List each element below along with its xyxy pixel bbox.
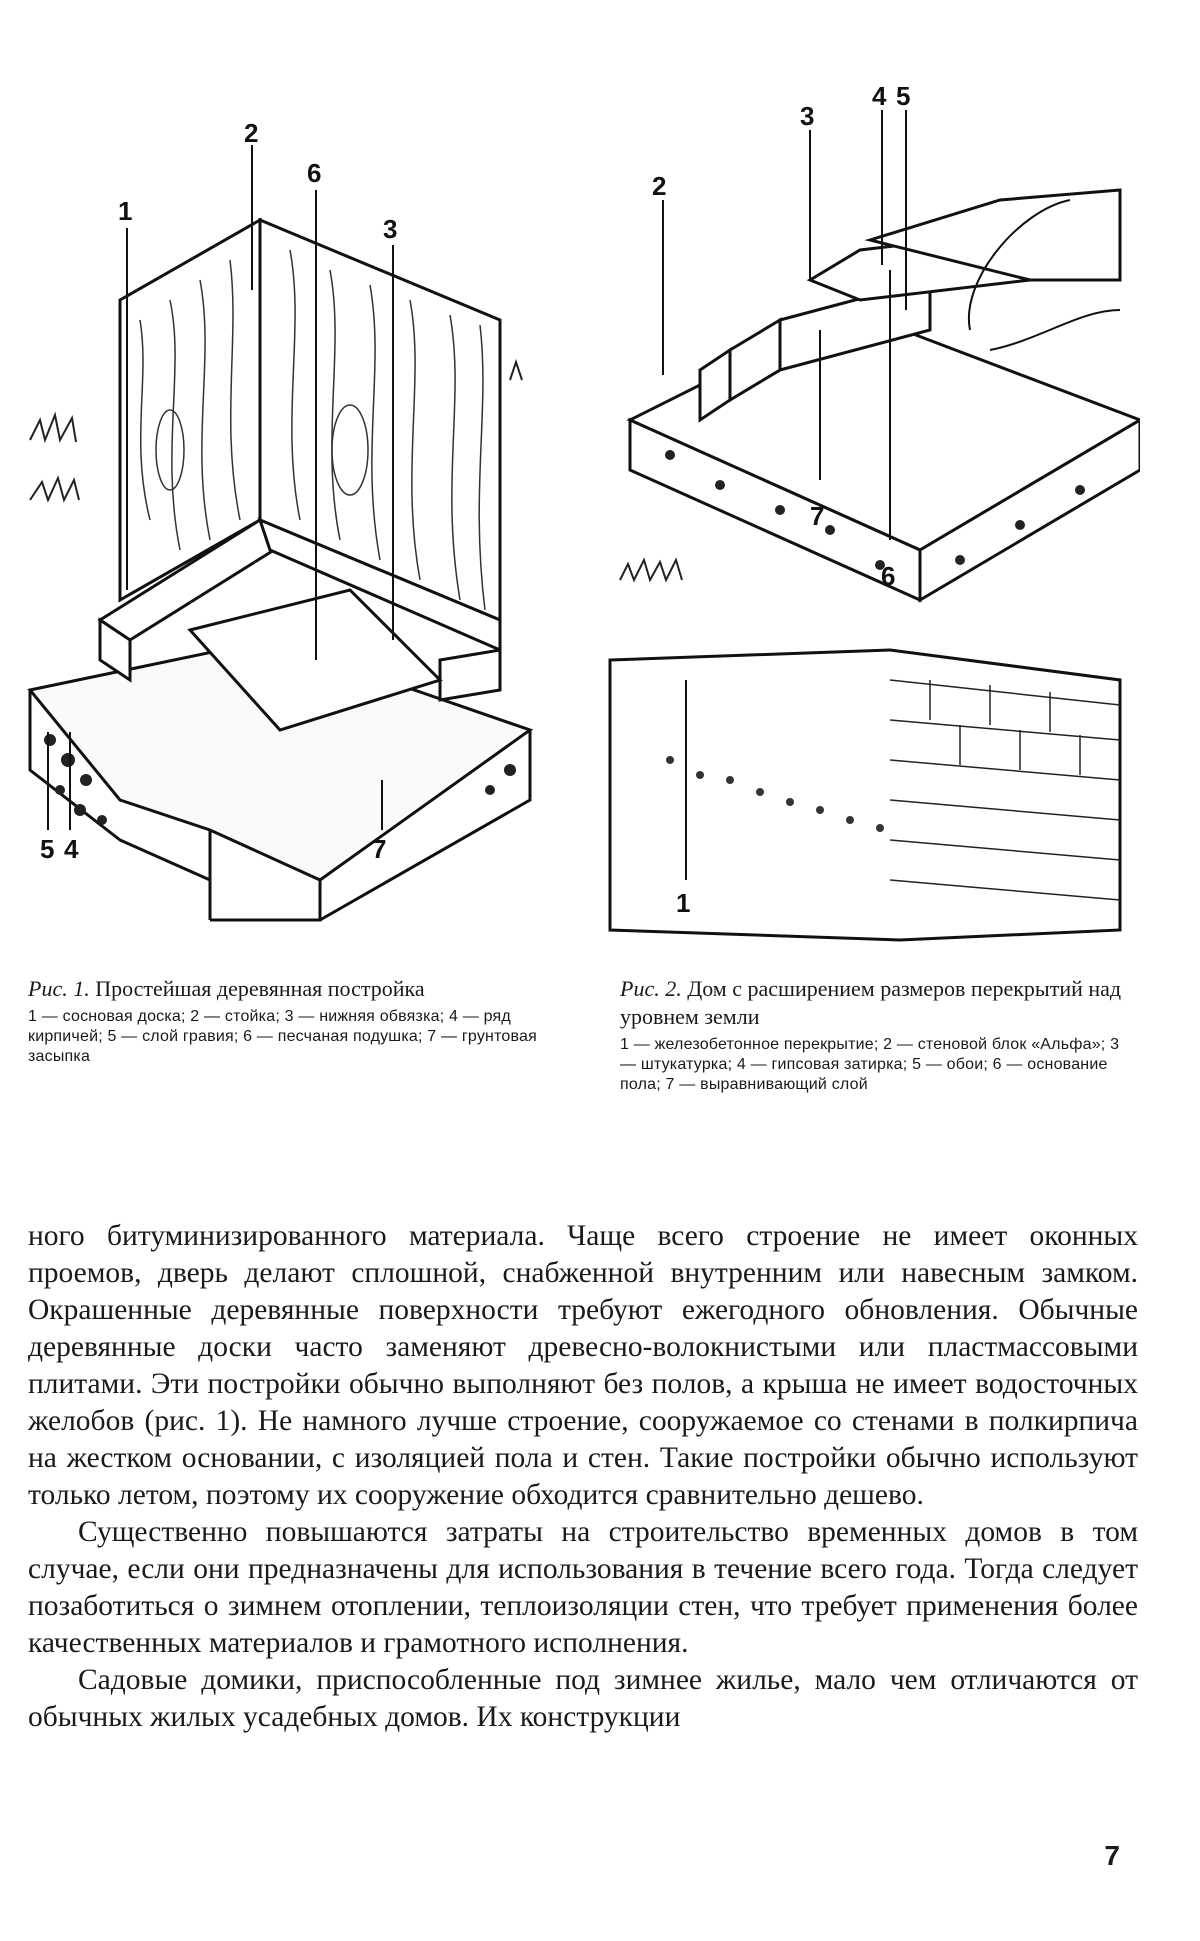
fig1-callout-2: 2 bbox=[244, 120, 259, 148]
figure-1-caption-prefix: Рис. 1. bbox=[28, 976, 90, 1001]
fig1-callout-1: 1 bbox=[118, 196, 133, 226]
figure-2-caption-title: Дом с расширением размеров перекрытий над уровнем земли bbox=[620, 976, 1122, 1029]
fig1-callout-7: 7 bbox=[372, 834, 387, 864]
paragraph-3: Садовые домики, приспособленные под зимнее жилье, мало чем отличаются от обычных жилых усадебных домов. Их конструкции bbox=[28, 1664, 1138, 1733]
paragraph-1: ного битуминизированного материала. Чаще всего строение не имеет оконных проемов, дверь делают сплошной, снабженной внутренним или навесным замком. Окрашенные деревянные поверхности требуют ежегодного обновления. Обычные деревянные доски часто заменяют древесно-волокнистыми или пластмассовыми плитами. Эти постройки обычно выполняют без полов, а крыша не имеет водосточных желобов (рис. 1). Не намного лучше строение, сооружаемое со стенами в полкирпича на жестком основании, с изоляцией пола и стен. Такие постройки обычно используют только летом, поэтому их сооружение обходится сравнительно дешево. bbox=[28, 1220, 1138, 1511]
fig2-callout-4: 4 bbox=[872, 81, 887, 111]
figure-2-caption-prefix: Рис. 2. bbox=[620, 976, 682, 1001]
fig1-callout-3: 3 bbox=[383, 214, 398, 244]
fig1-callout-4: 4 bbox=[64, 834, 79, 864]
figure-1-legend: 1 — сосновая доска; 2 — стойка; 3 — нижняя обвязка; 4 — ряд кирпичей; 5 — слой гравия; 6 — песчаная подушка; 7 — грунтовая засыпка bbox=[28, 1008, 537, 1065]
figure-2-caption bbox=[620, 975, 1125, 1095]
fig2-callout-3: 3 bbox=[800, 101, 815, 131]
body-text bbox=[28, 1218, 1138, 1736]
figure-1-caption bbox=[28, 975, 538, 1067]
page-number: 7 bbox=[1104, 1840, 1120, 1871]
figure-1-illustration bbox=[20, 120, 540, 950]
figure-2-callout-1-box bbox=[660, 680, 700, 920]
fig2-callout-6: 6 bbox=[881, 561, 896, 591]
fig1-callout-6: 6 bbox=[307, 158, 322, 188]
fig2-callout-2: 2 bbox=[652, 171, 667, 201]
fig2-callout-7: 7 bbox=[810, 501, 825, 531]
fig2-callout-1: 1 bbox=[676, 888, 691, 918]
figure-2-legend: 1 — железобетонное перекрытие; 2 — стеновой блок «Альфа»; 3 — штукатурка; 4 — гипсовая затирка; 5 — обои; 6 — основание пола; 7 — выравнивающий слой bbox=[620, 1036, 1120, 1093]
fig2-callout-5: 5 bbox=[896, 81, 911, 111]
figure-1-caption-title: Простейшая деревянная постройка bbox=[95, 976, 425, 1001]
paragraph-2: Существенно повышаются затраты на строительство временных домов в том случае, если они предназначены для использования в течение всего года. Тогда следует позаботиться о зимнем отоплении, теплоизоляции стен, что требует применения более качественных материалов и грамотного исполнения. bbox=[28, 1516, 1138, 1659]
fig1-callout-5: 5 bbox=[40, 834, 55, 864]
